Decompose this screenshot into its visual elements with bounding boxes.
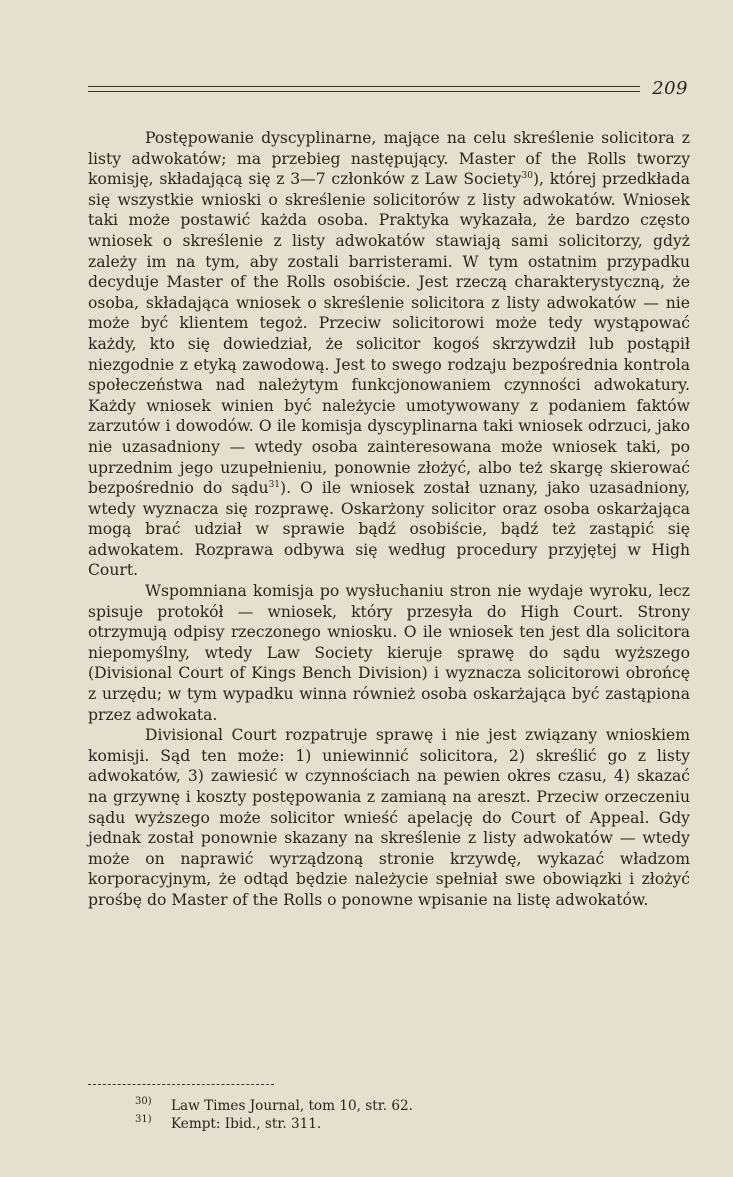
paragraph [88, 725, 690, 910]
header-rule-top [88, 86, 640, 87]
footnote-reference: 30 [521, 171, 533, 181]
page-number: 209 [652, 78, 688, 99]
footnote-separator [88, 1084, 274, 1085]
header-rule-bottom [88, 91, 640, 92]
footnote-text: Law Times Journal, tom 10, str. 62. [171, 1098, 413, 1114]
running-header [88, 78, 688, 104]
paragraph [88, 128, 690, 581]
paragraph-text: Divisional Court rozpatruje sprawę i nie jest związany wnioskiem komisji. Sąd ten może: 1) uniewinnić solicitora, 2) skreślić go z listy adwokatów, 3) zawiesić w czynnościach na pewien okres czasu, 4) skazać na grzywnę i koszty postępowania z zamianą na areszt. Przeciw orzeczeniu sądu wyższego może solicitor wnieść apelację do Court of Appeal. Gdy jednak został ponownie skazany na skreślenie z listy adwokatów — wtedy może on naprawić wyrządzoną stronie krzywdę, wykazać władzom korporacyjnym, że odtąd będzie należycie spełniał swe obowiązki i złożyć prośbę do Master of the Rolls o ponowne wpisanie na listę adwokatów. [88, 726, 690, 909]
paragraph-text: Wspomniana komisja po wysłuchaniu stron nie wydaje wyroku, lecz spisuje protokół — wniosek, który przesyła do High Court. Strony otrzymują odpisy rzeczonego wniosku. O ile wniosek ten jest dla solicitora niepomyślny, wtedy Law Society kieruje sprawę do sądu wyższego (Divisional Court of Kings Bench Division) i wyznacza solicitorowi obrońcę z urzędu; w tym wypadku winna również osoba oskarżająca być zastąpiona przez adwokata. [88, 582, 690, 724]
body-text [88, 128, 690, 911]
footnote: 30) Law Times Journal, tom 10, str. 62. [135, 1096, 413, 1114]
footnote-reference: 31 [268, 479, 281, 490]
paragraph-text: ), której przedkłada się wszystkie wnioski o skreślenie solicitorów z listy adwokatów. Wniosek taki może postawić każda osoba. Praktyka wykazała, że bardzo często wniosek o skreślenie z listy adwokatów stawiają sami solicitorzy, gdyż zależy im na tym, aby zostali barristerami. W tym ostatnim przypadku decyduje Master of the Rolls osobiście. Jest rzeczą charakterystyczną, że osoba, składająca wniosek o skreślenie solicitora z listy adwokatów — nie może być klientem tegoż. Przeciw solicitorowi może tedy wystąpować każdy, kto się dowiedział, że solicitor kogoś skrzywdził lub postąpił niezgodnie z etyką zawodową. Jest to swego rodzaju bezpośrednia kontrola społeczeństwa nad należytym funkcjonowaniem czynności adwokatury. Każdy wniosek winien być należycie umotywowany z podaniem faktów zarzutów i dowodów. O ile komisja dyscyplinarna taki wniosek odrzuci, jako nie uzasadniony — wtedy osoba zainteresowana może wniosek taki, po uprzednim jego uzupełnieniu, ponownie złożyć, albo też skargę skierować bezpośrednio do sądu [88, 170, 690, 498]
footnotes [135, 1097, 635, 1133]
paragraph-text: Postępowanie dyscyplinarne, mające na celu skreślenie solicitora z listy adwokatów; ma przebieg następujący. Master of the Rolls tworzy komisję, składającą się z 3—7 członków z Law Society [88, 129, 690, 189]
footnote: 31) Kempt: Ibid., str. 311. [135, 1114, 322, 1132]
footnote-text: Kempt: Ibid., str. 311. [171, 1116, 322, 1132]
paragraph [88, 581, 690, 725]
paragraph-text: ). O ile wniosek został uznany, jako uzasadniony, wtedy wyznacza się rozprawę. Oskarżony solicitor oraz osoba oskarżająca mogą brać udział w sprawie bądź osobiście, bądź też zastąpić się adwokatem. Rozprawa odbywa się według procedury przyjętej w High Court. [88, 479, 690, 580]
